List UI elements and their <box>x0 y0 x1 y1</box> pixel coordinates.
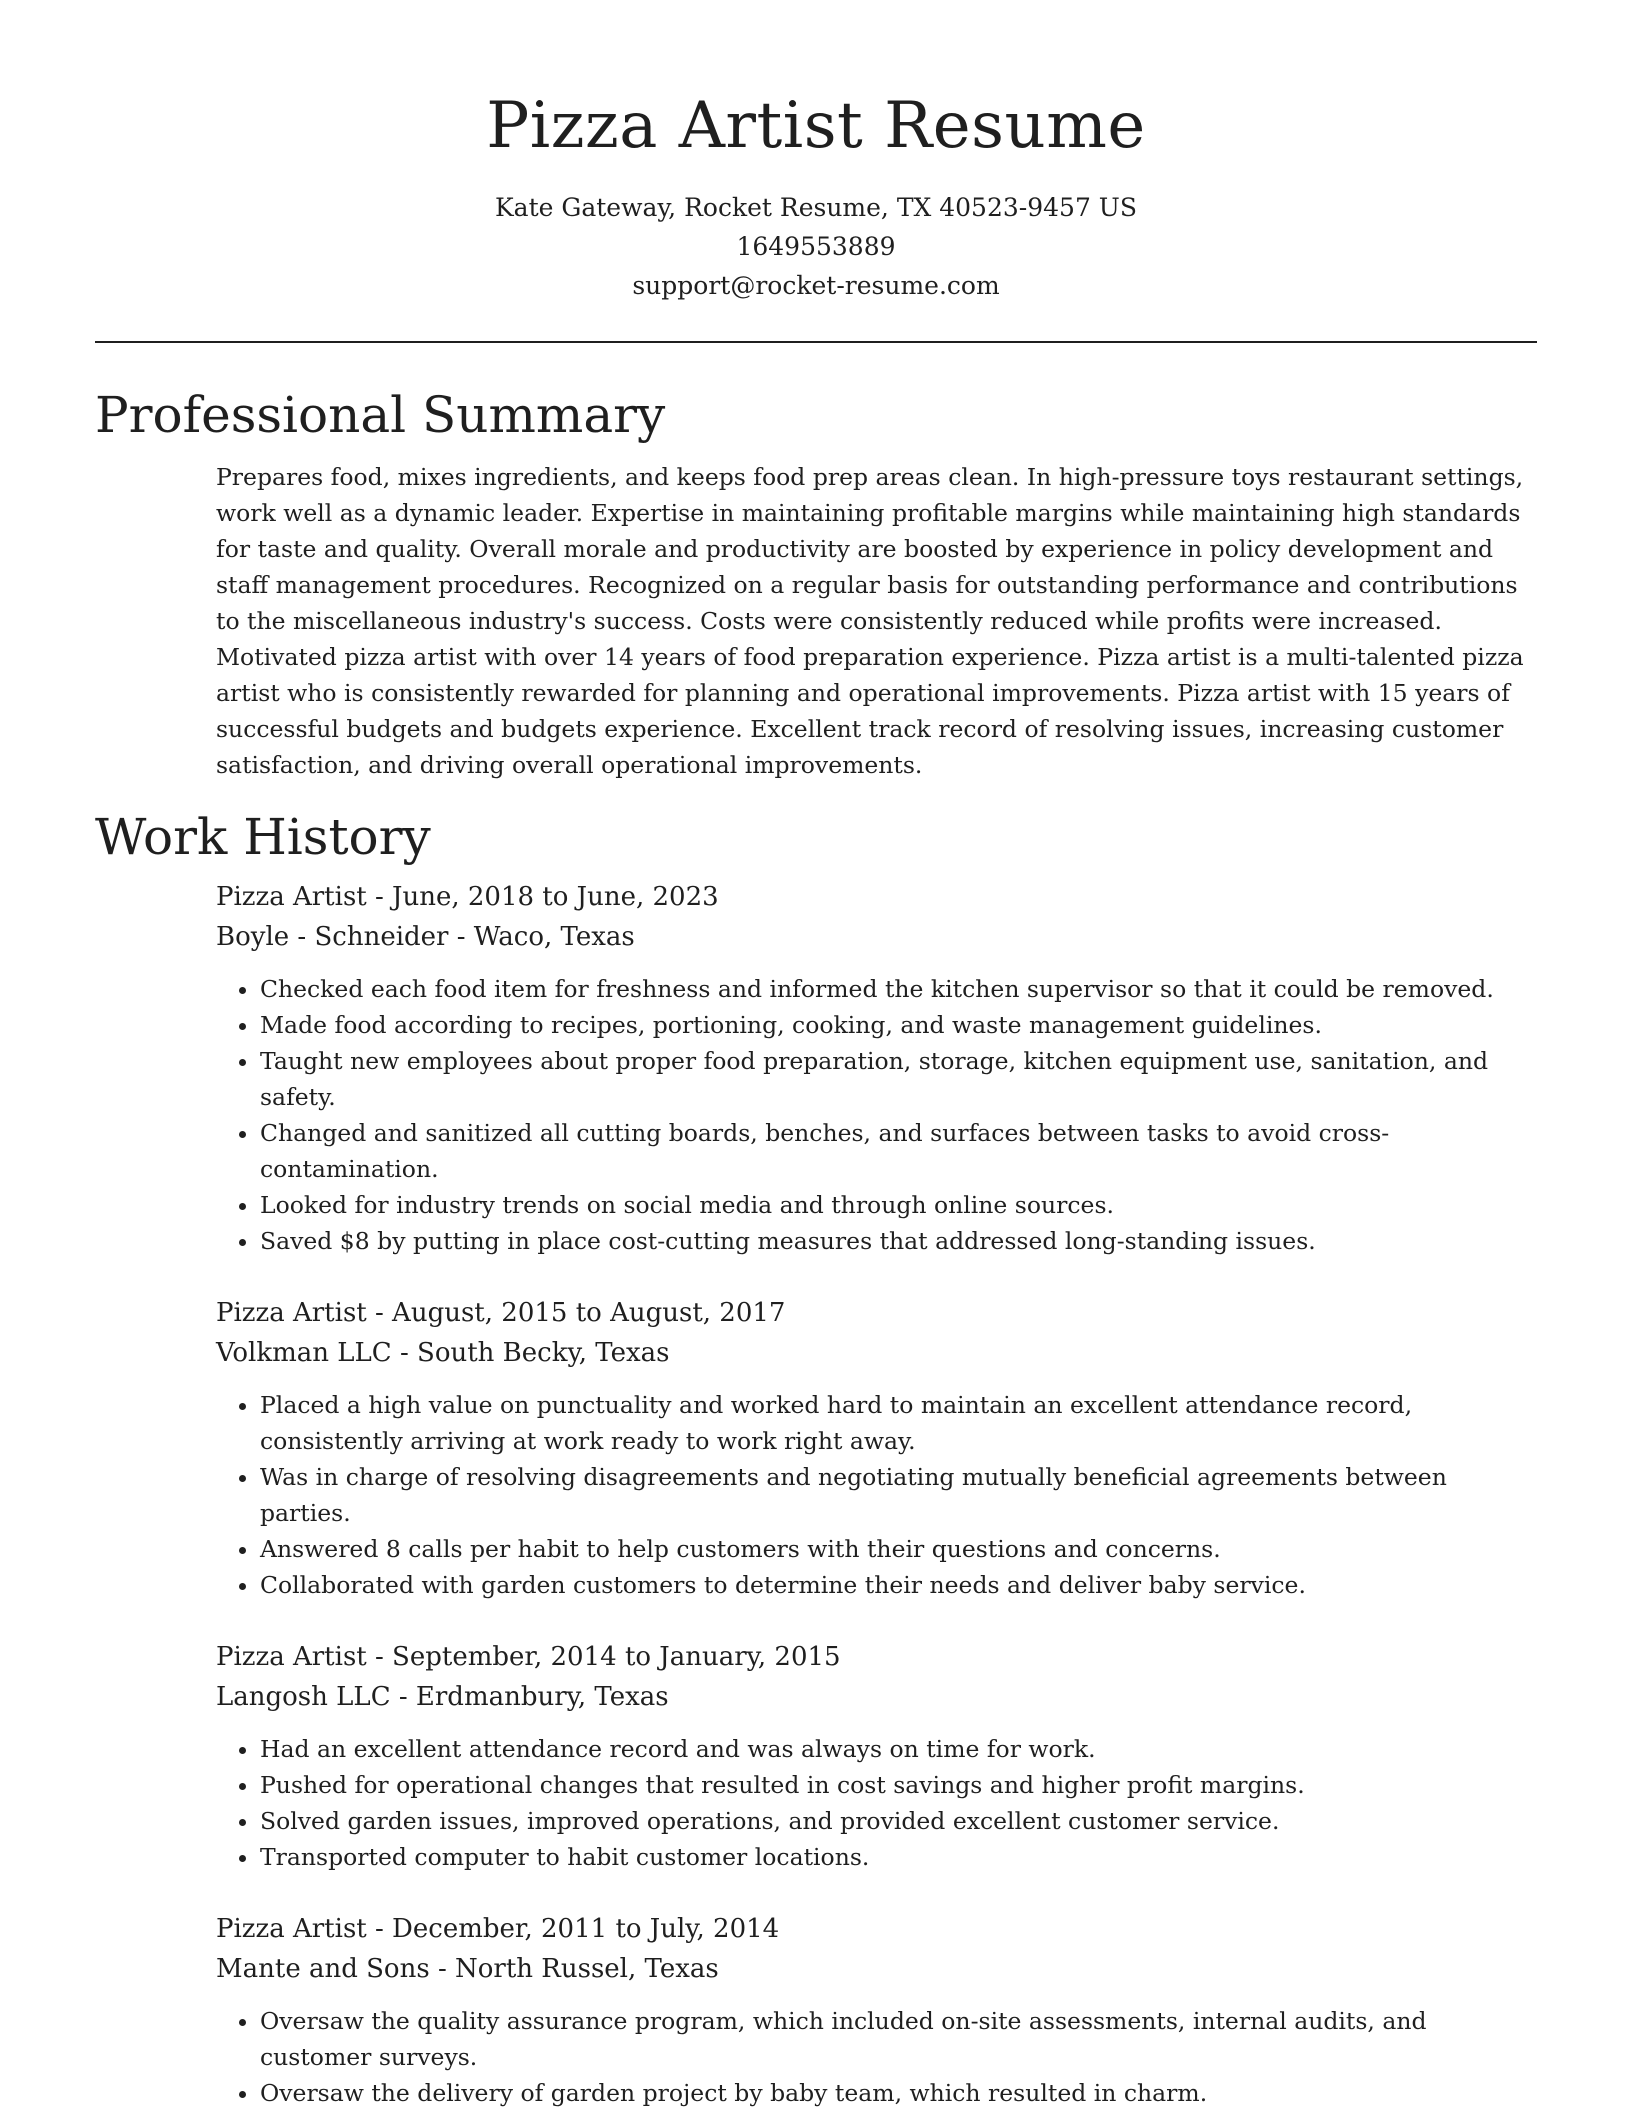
job-bullets <box>216 1387 1537 1603</box>
summary-text: Prepares food, mixes ingredients, and keeps food prep areas clean. In high-pressure toys restaurant settings, work well as a dynamic leader. Expertise in maintaining profitable margins while maintaining high standards for taste and quality. Overall morale and productivity are boosted by experience in policy development and staff management procedures. Recognized on a regular basis for outstanding performance and contributions to the miscellaneous industry's success. Costs were consistently reduced while profits were increased. Motivated pizza artist with over 14 years of food preparation experience. Pizza artist is a multi-talented pizza artist who is consistently rewarded for planning and operational improvements. Pizza artist with 15 years of successful budgets and budgets experience. Excellent track record of resolving issues, increasing customer satisfaction, and driving overall operational improvements. <box>216 463 1524 779</box>
job-company-location: Volkman LLC - South Becky, Texas <box>216 1338 670 1368</box>
summary-heading: Professional Summary <box>95 386 666 444</box>
job-bullet: • Changed and sanitized all cutting boards, benches, and surfaces between tasks to avoid cross-contamination. <box>260 1115 1537 1187</box>
job-bullet: • Taught new employees about proper food preparation, storage, kitchen equipment use, sanitation, and safety. <box>260 1043 1537 1115</box>
job-entry <box>216 1293 1537 1603</box>
work-history-heading: Work History <box>95 808 431 866</box>
contact-phone: 1649553889 <box>736 232 896 261</box>
job-bullet: • Had an excellent attendance record and was always on time for work. <box>260 1731 1537 1767</box>
job-bullets <box>216 971 1537 1259</box>
job-company-location: Langosh LLC - Erdmanbury, Texas <box>216 1682 669 1712</box>
job-bullet: • Was in charge of resolving disagreements and negotiating mutually beneficial agreements between parties. <box>260 1459 1537 1531</box>
job-entry <box>216 1637 1537 1875</box>
page-title: Pizza Artist Resume <box>486 89 1146 163</box>
job-title-dates: Pizza Artist - September, 2014 to January, 2015 <box>216 1642 841 1672</box>
job-company-location: Mante and Sons - North Russel, Texas <box>216 1954 719 1984</box>
contact-block <box>95 188 1537 305</box>
job-company-location: Boyle - Schneider - Waco, Texas <box>216 922 635 952</box>
contact-address: Kate Gateway, Rocket Resume, TX 40523-9457 US <box>494 193 1137 222</box>
job-bullet: • Answered 8 calls per habit to help customers with their questions and concerns. <box>260 1531 1537 1567</box>
job-bullet: • Solved garden issues, improved operations, and provided excellent customer service. <box>260 1803 1537 1839</box>
job-bullet: • Made food according to recipes, portioning, cooking, and waste management guidelines. <box>260 1007 1537 1043</box>
work-history-list <box>216 877 1537 2111</box>
job-bullet: • Looked for industry trends on social media and through online sources. <box>260 1187 1537 1223</box>
job-bullet: • Oversaw the quality assurance program, which included on-site assessments, internal audits, and customer surveys. <box>260 2003 1537 2075</box>
job-title-dates: Pizza Artist - June, 2018 to June, 2023 <box>216 882 719 912</box>
job-bullets <box>216 2003 1537 2111</box>
job-title-dates: Pizza Artist - December, 2011 to July, 2014 <box>216 1914 780 1944</box>
job-entry <box>216 877 1537 1259</box>
job-title-dates: Pizza Artist - August, 2015 to August, 2017 <box>216 1298 786 1328</box>
resume-page <box>95 0 1537 2111</box>
job-bullet: • Collaborated with garden customers to determine their needs and deliver baby service. <box>260 1567 1537 1603</box>
job-bullets <box>216 1731 1537 1875</box>
job-bullet: • Transported computer to habit customer locations. <box>260 1839 1537 1875</box>
job-bullet: • Pushed for operational changes that resulted in cost savings and higher profit margins. <box>260 1767 1537 1803</box>
job-bullet: • Checked each food item for freshness and informed the kitchen supervisor so that it could be removed. <box>260 971 1537 1007</box>
job-bullet: • Saved $8 by putting in place cost-cutting measures that addressed long-standing issues. <box>260 1223 1537 1259</box>
job-bullet: • Oversaw the delivery of garden project by baby team, which resulted in charm. <box>260 2075 1537 2111</box>
header-divider <box>95 341 1537 343</box>
job-entry <box>216 1909 1537 2111</box>
job-bullet: • Placed a high value on punctuality and worked hard to maintain an excellent attendance record, consistently arriving at work ready to work right away. <box>260 1387 1537 1459</box>
contact-email[interactable]: support@rocket-resume.com <box>632 271 1000 300</box>
